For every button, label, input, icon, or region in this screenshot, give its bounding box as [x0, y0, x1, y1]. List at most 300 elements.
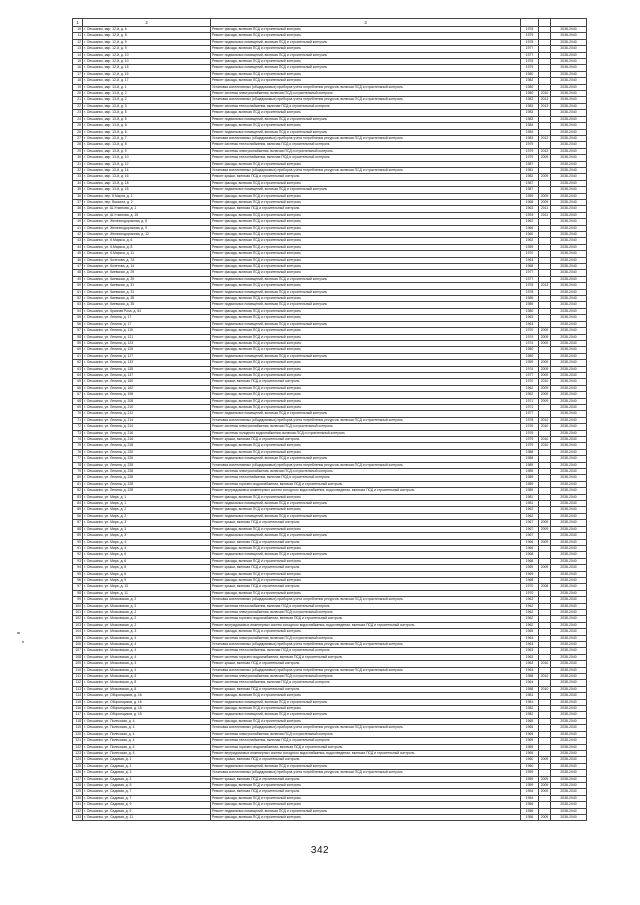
address-cell: г. Ольшанск, ул. Киевская, д. 35 — [83, 302, 211, 308]
work-type-cell: Ремонт системы электроснабжения, включая ПСД и строительный контроль — [211, 91, 521, 97]
address-cell: г. Ольшанск, мкр. 12-й, д. 9 — [83, 39, 211, 45]
planned-period-cell: 2038-2040 — [551, 212, 587, 218]
work-type-cell: Ремонт фасада, включая ПСД и строительный контроль — [211, 590, 521, 596]
row-number: 109 — [73, 661, 83, 667]
table-body — [73, 27, 587, 821]
build-year-cell: 1977 — [521, 52, 539, 58]
address-cell: г. Ольшанск, ул. Садовая, д. 7 — [83, 795, 211, 801]
work-type-cell: Ремонт системы горячего водоснабжения, включая ПСД и строительный контроль — [211, 481, 521, 487]
address-cell: г. Ольшанск, пер. Вокзала, д. 2 — [83, 199, 211, 205]
row-number: 90 — [73, 539, 83, 545]
work-type-cell: Ремонт системы горячего водоснабжения, включая ПСД и строительный контроль — [211, 654, 521, 660]
planned-period-cell: 2038-2040 — [551, 750, 587, 756]
work-type-cell: Ремонт крыши, включая ПСД и строительный контроль — [211, 686, 521, 692]
address-cell: г. Ольшанск, ул. Садовая, д. 7 — [83, 789, 211, 795]
address-cell: г. Ольшанск, мкр. 13-й, д. 5 — [83, 116, 211, 122]
planned-period-cell: 2038-2040 — [551, 225, 587, 231]
work-type-cell: Ремонт фасада, включая ПСД и строительный контроль — [211, 244, 521, 250]
build-year-cell: 1962 — [521, 513, 539, 519]
row-number: 73 — [73, 430, 83, 436]
planned-period-cell: 2038-2040 — [551, 693, 587, 699]
planned-period-cell: 2038-2040 — [551, 167, 587, 173]
planned-period-cell: 2038-2040 — [551, 469, 587, 475]
last-repair-year-cell: 2009 — [539, 174, 551, 180]
planned-period-cell: 2038-2040 — [551, 116, 587, 122]
address-cell: г. Ольшанск, ул. Садовая, д. 5 — [83, 782, 211, 788]
build-year-cell: 1965 — [521, 725, 539, 731]
last-repair-year-cell: 2010 — [539, 417, 551, 423]
build-year-cell: 1963 — [521, 206, 539, 212]
row-number: 12 — [73, 39, 83, 45]
planned-period-cell: 2038-2040 — [551, 642, 587, 648]
planned-period-cell: 2038-2040 — [551, 366, 587, 372]
row-number: 83 — [73, 494, 83, 500]
build-year-cell: 1979 — [521, 142, 539, 148]
build-year-cell: 1977 — [521, 411, 539, 417]
address-cell: г. Ольшанск, ул. Ленина, д. 226 — [83, 456, 211, 462]
header-cell — [551, 19, 587, 27]
address-cell: г. Ольшанск, ул. К.Маркса, д. 6 — [83, 238, 211, 244]
row-number: 101 — [73, 609, 83, 615]
build-year-cell: 1968 — [521, 577, 539, 583]
build-year-cell: 1983 — [521, 116, 539, 122]
row-number: 53 — [73, 302, 83, 308]
build-year-cell: 1959 — [521, 782, 539, 788]
planned-period-cell: 2038-2040 — [551, 558, 587, 564]
work-type-cell: Ремонт фасада, включая ПСД и строительный контроль — [211, 59, 521, 65]
row-number: 26 — [73, 129, 83, 135]
row-number: 68 — [73, 398, 83, 404]
work-type-cell: Установка коллективных (общедомовых) приборов учета потребления ресурсов, включая ПСД и строительный контроль — [211, 597, 521, 603]
address-cell: г. Ольшанск, ул. Красная Роза, д. 54 — [83, 308, 211, 314]
address-cell: г. Ольшанск, ул. Ленина, д. 119 — [83, 328, 211, 334]
last-repair-year-cell: 2009 — [539, 789, 551, 795]
build-year-cell: 1966 — [521, 225, 539, 231]
row-number: 46 — [73, 257, 83, 263]
planned-period-cell: 2038-2040 — [551, 597, 587, 603]
work-type-cell: Ремонт системы теплоснабжения, включая ПСД и строительный контроль — [211, 603, 521, 609]
build-year-cell: 1976 — [521, 424, 539, 430]
header-cell: 1 — [73, 19, 83, 27]
row-number: 65 — [73, 379, 83, 385]
address-cell: г. Ольшанск, ул. Ленина, д. 210 — [83, 404, 211, 410]
work-type-cell: Ремонт подвальных помещений, включая ПСД и строительный контроль — [211, 187, 521, 193]
row-number: 58 — [73, 334, 83, 340]
build-year-cell: 1987 — [521, 187, 539, 193]
row-number: 121 — [73, 738, 83, 744]
last-repair-year-cell: 2010 — [539, 443, 551, 449]
work-type-cell: Ремонт фасада, включая ПСД и строительный контроль — [211, 347, 521, 353]
planned-period-cell: 2038-2040 — [551, 148, 587, 154]
row-number: 22 — [73, 103, 83, 109]
build-year-cell: 1969 — [521, 571, 539, 577]
build-year-cell: 1962 — [521, 609, 539, 615]
planned-period-cell: 2038-2040 — [551, 437, 587, 443]
row-number: 14 — [73, 52, 83, 58]
planned-period-cell: 2038-2040 — [551, 667, 587, 673]
row-number: 105 — [73, 635, 83, 641]
row-number: 48 — [73, 270, 83, 276]
planned-period-cell: 2038-2040 — [551, 219, 587, 225]
row-number: 100 — [73, 603, 83, 609]
planned-period-cell: 2038-2040 — [551, 328, 587, 334]
last-repair-year-cell: 2009 — [539, 565, 551, 571]
page-number: 342 — [310, 845, 330, 856]
row-number: 77 — [73, 456, 83, 462]
build-year-cell: 1983 — [521, 110, 539, 116]
build-year-cell: 1959 — [521, 244, 539, 250]
build-year-cell: 1974 — [521, 366, 539, 372]
build-year-cell: 1977 — [521, 270, 539, 276]
work-type-cell: Установка коллективных (общедомовых) приборов учета потребления ресурсов, включая ПСД и строительный контроль — [211, 462, 521, 468]
work-type-cell: Ремонт крыши, включая ПСД и строительный контроль — [211, 206, 521, 212]
build-year-cell: 1987 — [521, 161, 539, 167]
work-type-cell: Ремонт подвальных помещений, включая ПСД и строительный контроль — [211, 302, 521, 308]
work-type-cell: Ремонт внутридомовых инженерных систем холодного водоснабжения, водоотведения, включая ПСД и строительный контроль — [211, 622, 521, 628]
planned-period-cell: 2038-2040 — [551, 533, 587, 539]
row-number: 57 — [73, 328, 83, 334]
row-number: 133 — [73, 814, 83, 820]
work-type-cell: Установка коллективных (общедомовых) приборов учета потребления ресурсов, включая ПСД и строительный контроль — [211, 135, 521, 141]
row-number: 39 — [73, 212, 83, 218]
address-cell: г. Ольшанск, ул. Железнодорожная, д. 9 — [83, 225, 211, 231]
row-number: 54 — [73, 308, 83, 314]
work-type-cell: Ремонт подвальных помещений, включая ПСД и строительный контроль — [211, 699, 521, 705]
address-cell: г. Ольшанск, ул. Садовая, д. 1 — [83, 763, 211, 769]
last-repair-year-cell: 2009 — [539, 782, 551, 788]
work-type-cell: Ремонт фасада, включая ПСД и строительный контроль — [211, 385, 521, 391]
row-number: 80 — [73, 475, 83, 481]
row-number: 123 — [73, 750, 83, 756]
build-year-cell: 1958 — [521, 674, 539, 680]
build-year-cell: 1989 — [521, 469, 539, 475]
address-cell: г. Ольшанск, ул. Ленина, д. 137 — [83, 372, 211, 378]
planned-period-cell: 2038-2040 — [551, 180, 587, 186]
address-cell: г. Ольшанск, мкр. 13-й, д. 2 — [83, 97, 211, 103]
build-year-cell: 1963 — [521, 648, 539, 654]
build-year-cell: 1979 — [521, 155, 539, 161]
address-cell: г. Ольшанск, ул. Мира, д. 6 — [83, 552, 211, 558]
build-year-cell: 1981 — [521, 699, 539, 705]
work-type-cell: Ремонт системы электроснабжения, включая ПСД и строительный контроль — [211, 635, 521, 641]
work-type-cell: Ремонт крыши, включая ПСД и строительный контроль — [211, 789, 521, 795]
work-type-cell: Ремонт фасада, включая ПСД и строительный контроль — [211, 392, 521, 398]
last-repair-year-cell: 2009 — [539, 776, 551, 782]
row-number: 23 — [73, 110, 83, 116]
row-number: 132 — [73, 808, 83, 814]
work-type-cell: Ремонт фасада, включая ПСД и строительный контроль — [211, 232, 521, 238]
planned-period-cell: 2038-2040 — [551, 78, 587, 84]
row-number: 107 — [73, 648, 83, 654]
row-number: 28 — [73, 142, 83, 148]
build-year-cell: 1970 — [521, 379, 539, 385]
row-number: 67 — [73, 392, 83, 398]
build-year-cell: 1978 — [521, 283, 539, 289]
build-year-cell: 1965 — [521, 629, 539, 635]
work-type-cell: Ремонт системы теплоснабжения, включая ПСД и строительный контроль — [211, 142, 521, 148]
last-repair-year-cell: 2009 — [539, 334, 551, 340]
address-cell: г. Ольшанск, ул. Полесская, д. 4 — [83, 718, 211, 724]
address-cell: г. Ольшанск, мкр. 13-й, д. 5 — [83, 110, 211, 116]
planned-period-cell: 2038-2040 — [551, 763, 587, 769]
row-number: 106 — [73, 642, 83, 648]
work-type-cell: Ремонт фасада, включая ПСД и строительный контроль — [211, 110, 521, 116]
last-repair-year-cell: 2010 — [539, 424, 551, 430]
build-year-cell: 1978 — [521, 59, 539, 65]
row-number: 34 — [73, 180, 83, 186]
row-number: 37 — [73, 199, 83, 205]
work-type-cell: Ремонт фасада, включая ПСД и строительный контроль — [211, 251, 521, 257]
work-type-cell: Ремонт системы электроснабжения, включая ПСД и строительный контроль — [211, 731, 521, 737]
build-year-cell: 1965 — [521, 750, 539, 756]
row-number: 35 — [73, 187, 83, 193]
work-type-cell: Ремонт фасада, включая ПСД и строительный контроль — [211, 308, 521, 314]
work-type-cell: Установка коллективных (общедомовых) приборов учета потребления ресурсов, включая ПСД и строительный контроль — [211, 725, 521, 731]
address-cell: г. Ольшанск, мкр. 13-й, д. 16 — [83, 174, 211, 180]
build-year-cell: 1954 — [521, 795, 539, 801]
build-year-cell: 1978 — [521, 417, 539, 423]
work-type-cell: Установка коллективных (общедомовых) приборов учета потребления ресурсов, включая ПСД и строительный контроль — [211, 417, 521, 423]
work-type-cell: Установка коллективных (общедомовых) приборов учета потребления ресурсов, включая ПСД и строительный контроль — [211, 770, 521, 776]
build-year-cell: 1971 — [521, 404, 539, 410]
row-number: 21 — [73, 97, 83, 103]
row-number: 36 — [73, 193, 83, 199]
build-year-cell: 1965 — [521, 738, 539, 744]
build-year-cell: 1968 — [521, 552, 539, 558]
planned-period-cell: 2038-2040 — [551, 97, 587, 103]
work-type-cell: Ремонт подвальных помещений, включая ПСД и строительный контроль — [211, 129, 521, 135]
planned-period-cell: 2038-2040 — [551, 404, 587, 410]
build-year-cell: 1965 — [521, 718, 539, 724]
build-year-cell: 1970 — [521, 251, 539, 257]
row-number: 25 — [73, 123, 83, 129]
work-type-cell: Ремонт подвальных помещений, включая ПСД и строительный контроль — [211, 289, 521, 295]
row-number: 97 — [73, 584, 83, 590]
planned-period-cell: 2038-2040 — [551, 264, 587, 270]
build-year-cell: 1977 — [521, 276, 539, 282]
planned-period-cell: 2038-2040 — [551, 706, 587, 712]
planned-period-cell: 2038-2040 — [551, 674, 587, 680]
last-repair-year-cell: 2009 — [539, 385, 551, 391]
planned-period-cell: 2038-2040 — [551, 738, 587, 744]
row-number: 40 — [73, 219, 83, 225]
address-cell: г. Ольшанск, ул. Ленина, д. 17 — [83, 315, 211, 321]
last-repair-year-cell: 2009 — [539, 757, 551, 763]
planned-period-cell: 2038-2040 — [551, 27, 587, 33]
address-cell: г. Ольшанск, ул. Садовая, д. 3 — [83, 770, 211, 776]
work-type-cell: Ремонт фасада, включая ПСД и строительный контроль — [211, 693, 521, 699]
row-number: 95 — [73, 571, 83, 577]
build-year-cell: 1980 — [521, 353, 539, 359]
row-number: 75 — [73, 443, 83, 449]
planned-period-cell: 2038-2040 — [551, 91, 587, 97]
work-type-cell: Ремонт подвальных помещений, включая ПСД и строительный контроль — [211, 712, 521, 718]
address-cell: г. Ольшанск, мкр. 12-й, д. 15 — [83, 71, 211, 77]
address-cell: г. Ольшанск, ул. Московская, д. 4 — [83, 654, 211, 660]
work-type-cell: Ремонт подвальных помещений, включая ПСД и строительный контроль — [211, 52, 521, 58]
planned-period-cell: 2038-2040 — [551, 308, 587, 314]
build-year-cell: 1967 — [521, 533, 539, 539]
build-year-cell: 1969 — [521, 565, 539, 571]
row-number: 60 — [73, 347, 83, 353]
planned-period-cell: 2038-2040 — [551, 110, 587, 116]
last-repair-year-cell: 2010 — [539, 686, 551, 692]
build-year-cell: 1979 — [521, 443, 539, 449]
last-repair-year-cell: 2010 — [539, 661, 551, 667]
build-year-cell: 1959 — [521, 193, 539, 199]
build-year-cell: 1988 — [521, 456, 539, 462]
row-number: 71 — [73, 417, 83, 423]
work-type-cell: Ремонт фасада, включая ПСД и строительный контроль — [211, 443, 521, 449]
row-number: 31 — [73, 161, 83, 167]
work-type-cell: Ремонт подвальных помещений, включая ПСД и строительный контроль — [211, 533, 521, 539]
build-year-cell: 1959 — [521, 770, 539, 776]
work-type-cell: Ремонт фасада, включая ПСД и строительный контроль — [211, 494, 521, 500]
planned-period-cell: 2038-2040 — [551, 206, 587, 212]
address-cell: г. Ольшанск, ул. Полесская, д. 4 — [83, 738, 211, 744]
row-number: 119 — [73, 725, 83, 731]
address-cell: г. Ольшанск, ул. Киевская, д. 31 — [83, 283, 211, 289]
work-type-cell: Ремонт подвальных помещений, включая ПСД и строительный контроль — [211, 321, 521, 327]
work-type-cell: Ремонт системы теплоснабжения, включая ПСД и строительный контроль — [211, 103, 521, 109]
planned-period-cell: 2038-2040 — [551, 161, 587, 167]
row-number: 84 — [73, 501, 83, 507]
address-cell: г. Ольшанск, мкр. 13-й, д. 7 — [83, 135, 211, 141]
work-type-cell: Ремонт подвальных помещений, включая ПСД и строительный контроль — [211, 501, 521, 507]
planned-period-cell: 2038-2040 — [551, 276, 587, 282]
header-cell: 3 — [211, 19, 521, 27]
build-year-cell: 1979 — [521, 148, 539, 154]
work-type-cell: Ремонт фасада, включая ПСД и строительный контроль — [211, 225, 521, 231]
planned-period-cell: 2038-2040 — [551, 526, 587, 532]
work-type-cell: Ремонт фасада, включая ПСД и строительный контроль — [211, 212, 521, 218]
work-type-cell: Ремонт фасада, включая ПСД и строительный контроль — [211, 706, 521, 712]
planned-period-cell: 2038-2040 — [551, 315, 587, 321]
planned-period-cell: 2038-2040 — [551, 46, 587, 52]
address-cell: г. Ольшанск, ул. К.Маркса, д. 8 — [83, 244, 211, 250]
address-cell: г. Ольшанск, мкр. 13-й, д. 6 — [83, 129, 211, 135]
build-year-cell: 1968 — [521, 558, 539, 564]
planned-period-cell: 2038-2040 — [551, 462, 587, 468]
address-cell: г. Ольшанск, ул. Московская, д. 2 — [83, 603, 211, 609]
row-number: 16 — [73, 65, 83, 71]
row-number: 115 — [73, 699, 83, 705]
address-cell: г. Ольшанск, ул. Киевская, д. 29 — [83, 270, 211, 276]
planned-period-cell: 2038-2040 — [551, 488, 587, 494]
work-type-cell: Ремонт фасада, включая ПСД и строительный контроль — [211, 219, 521, 225]
address-cell: г. Ольшанск, ул. Мира, д. 11 — [83, 590, 211, 596]
row-number: 30 — [73, 155, 83, 161]
planned-period-cell: 2038-2040 — [551, 232, 587, 238]
address-cell: г. Ольшанск, ул. Садовая, д. 3 — [83, 776, 211, 782]
address-cell: г. Ольшанск, ул. Ленина, д. 208 — [83, 398, 211, 404]
build-year-cell: 1962 — [521, 597, 539, 603]
build-year-cell: 1978 — [521, 39, 539, 45]
planned-period-cell: 2038-2040 — [551, 481, 587, 487]
planned-period-cell: 2038-2040 — [551, 65, 587, 71]
work-type-cell: Ремонт крыши, включая ПСД и строительный контроль — [211, 584, 521, 590]
row-number: 128 — [73, 782, 83, 788]
work-type-cell: Ремонт системы горячего водоснабжения, включая ПСД и строительный контроль — [211, 616, 521, 622]
planned-period-cell: 2038-2040 — [551, 347, 587, 353]
build-year-cell: 1977 — [521, 46, 539, 52]
planned-period-cell: 2038-2040 — [551, 770, 587, 776]
row-number: 61 — [73, 353, 83, 359]
address-cell: г. Ольшанск, ул. Кочетова, д. 14 — [83, 264, 211, 270]
work-type-cell: Ремонт системы теплоснабжения, включая ПСД и строительный контроль — [211, 738, 521, 744]
address-cell: г. Ольшанск, ул. Полесская, д. 4 — [83, 750, 211, 756]
work-type-cell: Ремонт фасада, включая ПСД и строительный контроль — [211, 814, 521, 820]
address-cell: г. Ольшанск, ул. Ленина, д. 198 — [83, 392, 211, 398]
work-type-cell: Ремонт подвальных помещений, включая ПСД и строительный контроль — [211, 763, 521, 769]
build-year-cell: 1971 — [521, 398, 539, 404]
build-year-cell: 1962 — [521, 603, 539, 609]
address-cell: г. Ольшанск, ул. Мира, д. 4 — [83, 545, 211, 551]
planned-period-cell: 2038-2040 — [551, 302, 587, 308]
address-cell: г. Ольшанск, ул. Мира, д. 9 — [83, 577, 211, 583]
build-year-cell: 1963 — [521, 257, 539, 263]
planned-period-cell: 2038-2040 — [551, 398, 587, 404]
address-cell: г. Ольшанск, ул. Ленина, д. 162 — [83, 385, 211, 391]
last-repair-year-cell: 2009 — [539, 392, 551, 398]
address-cell: г. Ольшанск, ул. Московская, д. 4 — [83, 667, 211, 673]
planned-period-cell: 2038-2040 — [551, 257, 587, 263]
work-type-cell: Ремонт фасада, включая ПСД и строительный контроль — [211, 558, 521, 564]
build-year-cell: 1980 — [521, 84, 539, 90]
build-year-cell: 1989 — [521, 488, 539, 494]
planned-period-cell: 2038-2040 — [551, 520, 587, 526]
build-year-cell: 1981 — [521, 693, 539, 699]
address-cell: г. Ольшанск, ул. Полесская, д. 4 — [83, 744, 211, 750]
planned-period-cell: 2038-2040 — [551, 661, 587, 667]
work-type-cell: Ремонт фасада, включая ПСД и строительный контроль — [211, 238, 521, 244]
row-number: 27 — [73, 135, 83, 141]
address-cell: г. Ольшанск, ул. Ленина, д. 17 — [83, 321, 211, 327]
address-cell: г. Ольшанск, мкр. 13-й, д. 18 — [83, 187, 211, 193]
row-number: 41 — [73, 225, 83, 231]
work-type-cell: Ремонт подвальных помещений, включая ПСД и строительный контроль — [211, 456, 521, 462]
build-year-cell: 1987 — [521, 180, 539, 186]
planned-period-cell: 2038-2040 — [551, 193, 587, 199]
work-type-cell: Ремонт подвальных помещений, включая ПСД и строительный контроль — [211, 513, 521, 519]
row-number: 96 — [73, 577, 83, 583]
work-type-cell: Ремонт фасада, включая ПСД и строительный контроль — [211, 526, 521, 532]
row-number: 63 — [73, 366, 83, 372]
build-year-cell: 1980 — [521, 308, 539, 314]
planned-period-cell: 2038-2040 — [551, 340, 587, 346]
work-type-cell: Ремонт подвальных помещений, включая ПСД и строительный контроль — [211, 353, 521, 359]
build-year-cell: 1993 — [521, 212, 539, 218]
address-cell: г. Ольшанск, пер. 8 Марта, д. 1 — [83, 193, 211, 199]
row-number: 81 — [73, 481, 83, 487]
row-number: 24 — [73, 116, 83, 122]
address-cell: г. Ольшанск, ул. Ленина, д. 127 — [83, 353, 211, 359]
row-number: 69 — [73, 404, 83, 410]
build-year-cell: 1966 — [521, 545, 539, 551]
row-number: 104 — [73, 629, 83, 635]
address-cell: г. Ольшанск, ул. Мира, д. 3 — [83, 520, 211, 526]
last-repair-year-cell: 2013 — [539, 103, 551, 109]
address-cell: г. Ольшанск, мкр. 12-й, д. 17 — [83, 78, 211, 84]
address-cell: г. Ольшанск, мкр. 13-й, д. 8 — [83, 142, 211, 148]
address-cell: г. Ольшанск, ул. Садовая, д. 1 — [83, 757, 211, 763]
work-type-cell: Ремонт фасада, включая ПСД и строительный контроль — [211, 46, 521, 52]
work-type-cell: Установка коллективных (общедомовых) приборов учета потребления ресурсов, включая ПСД и строительный контроль — [211, 167, 521, 173]
address-cell: г. Ольшанск, мкр. 12-й, д. 10 — [83, 59, 211, 65]
planned-period-cell: 2038-2040 — [551, 603, 587, 609]
address-cell: г. Ольшанск, ул. Московская, д. 3 — [83, 629, 211, 635]
last-repair-year-cell: 2013 — [539, 283, 551, 289]
